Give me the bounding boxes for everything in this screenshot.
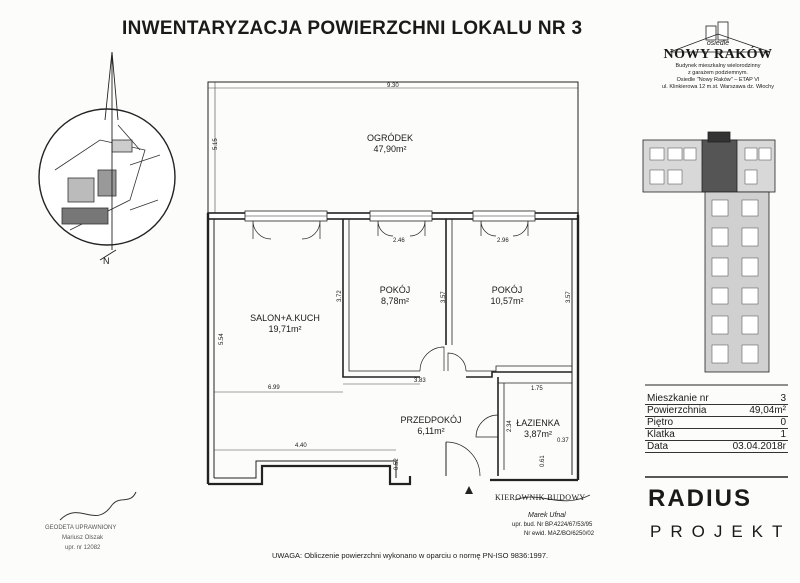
logo-brand: NOWY RAKÓW <box>663 47 773 62</box>
bottom-wall-left-inner <box>214 461 396 478</box>
info-row <box>645 405 788 417</box>
site-map <box>39 109 175 245</box>
salon-name: SALON+A.KUCH <box>250 313 320 323</box>
garden-label <box>360 133 420 155</box>
salon-area: 19,71m² <box>268 324 302 334</box>
salon-label <box>240 313 330 335</box>
pokoj2-area: 10,57m² <box>490 296 524 306</box>
page-title: INWENTARYZACJA POWIERZCHNI LOKALU NR 3 <box>122 18 583 39</box>
info-row <box>645 417 788 429</box>
pokoj2-name: POKÓJ <box>491 285 523 295</box>
hall-label <box>398 415 464 437</box>
info-value: 0 <box>721 417 788 429</box>
dim-pokoj1-inner: 3.57 <box>441 291 447 303</box>
info-value: 1 <box>721 429 788 441</box>
pokoj1-name: POKÓJ <box>379 285 411 295</box>
logo-line-4: ul. Klinkierowa 12 m.st. Warszawa dz. Włochy <box>662 84 774 90</box>
info-row <box>645 441 788 453</box>
stamp-line-3: upr. nr 12082 <box>65 545 101 551</box>
garden-name: OGRÓDEK <box>366 133 413 143</box>
logo-brand-small: osiedle <box>706 40 730 47</box>
info-value: 03.04.2018r <box>721 441 788 453</box>
dim-bath-width: 1.75 <box>531 386 543 392</box>
dim-pokoj2-height: 3.57 <box>566 291 572 303</box>
logo-block <box>650 18 786 118</box>
bath-label <box>508 418 568 440</box>
note-text: UWAGA: Obliczenie powierzchni wykonano w oparciu o normę PN-ISO 9836:1997. <box>272 551 549 560</box>
kierownik-line-2: Nr ewid. MAZ/BO/6250/02 <box>524 531 595 537</box>
bath-area: 3,87m² <box>523 429 552 439</box>
garden-area: 47,90m² <box>373 144 407 154</box>
info-row <box>645 393 788 405</box>
dim-bottom-width: 4.40 <box>295 443 307 449</box>
hall-area: 6,11m² <box>417 426 445 436</box>
bathroom-door <box>476 415 498 437</box>
projekt-logo: PROJEKT <box>650 522 792 541</box>
pokoj2-door <box>448 353 466 371</box>
dim-salon-depth: 5.54 <box>219 333 225 345</box>
dim-window1: 2.46 <box>393 238 405 244</box>
dim-pokoj1-height: 3.72 <box>337 290 343 302</box>
window-pokoj2 <box>473 211 535 236</box>
bottom-wall-left <box>208 466 410 484</box>
compass-n-label: N <box>103 256 110 266</box>
stamp-line-2: Mariusz Olszak <box>62 535 104 541</box>
geodeta-signature <box>60 492 136 520</box>
dim-top-width: 9.30 <box>387 83 399 89</box>
info-label: Piętro <box>645 417 721 429</box>
dim-window2: 2.96 <box>497 238 509 244</box>
logo-line-1: Budynek mieszkalny wielorodzinny <box>675 63 761 69</box>
entrance-arrow <box>465 486 473 494</box>
pokoj2-wall-inner <box>466 366 572 371</box>
logo-line-3: Osiedle "Nowy Raków" – ETAP VI <box>676 77 760 83</box>
dim-bath-niche: 0.37 <box>557 438 569 444</box>
info-value: 49,04m² <box>721 405 788 417</box>
pokoj1-label <box>365 285 425 307</box>
info-value: 3 <box>721 393 788 405</box>
dim-small2: 0.61 <box>540 455 546 467</box>
pokoj2-label <box>477 285 537 307</box>
logo-line-2: z garażem podziemnym. <box>688 70 748 76</box>
info-label: Mieszkanie nr <box>645 393 721 405</box>
dim-garden-depth: 5.15 <box>213 138 219 150</box>
radius-logo: RADIUS <box>648 485 753 512</box>
pokoj1-door <box>420 347 444 371</box>
window-pokoj1 <box>370 211 432 236</box>
bath-name: ŁAZIENKA <box>516 418 560 428</box>
dim-bath-height: 2.34 <box>507 420 513 432</box>
pokoj1-area: 8,78m² <box>380 296 409 306</box>
building-key-plan <box>643 132 775 372</box>
window-salon <box>245 211 327 239</box>
info-row <box>645 429 788 441</box>
dim-hall-width: 6.99 <box>268 385 280 391</box>
kierownik-line-1: upr. bud. Nr BP.4224/67/53/95 <box>512 522 593 528</box>
info-table <box>645 393 788 453</box>
dim-door-width: 3.83 <box>414 378 426 384</box>
info-label: Klatka <box>645 429 721 441</box>
hall-name: PRZEDPOKÓJ <box>400 415 462 425</box>
pokoj2-wall <box>466 372 572 377</box>
kierownik-name: Marek Ufnal <box>528 512 566 519</box>
info-label: Data <box>645 441 721 453</box>
info-label: Powierzchnia <box>645 405 721 417</box>
dim-small1: 0.52 <box>394 458 400 470</box>
stamp-line-1: GEODETA UPRAWNIONY <box>45 525 117 531</box>
kierownik-title: KIEROWNIK BUDOWY <box>495 493 586 502</box>
entrance-door-swing <box>446 442 480 476</box>
